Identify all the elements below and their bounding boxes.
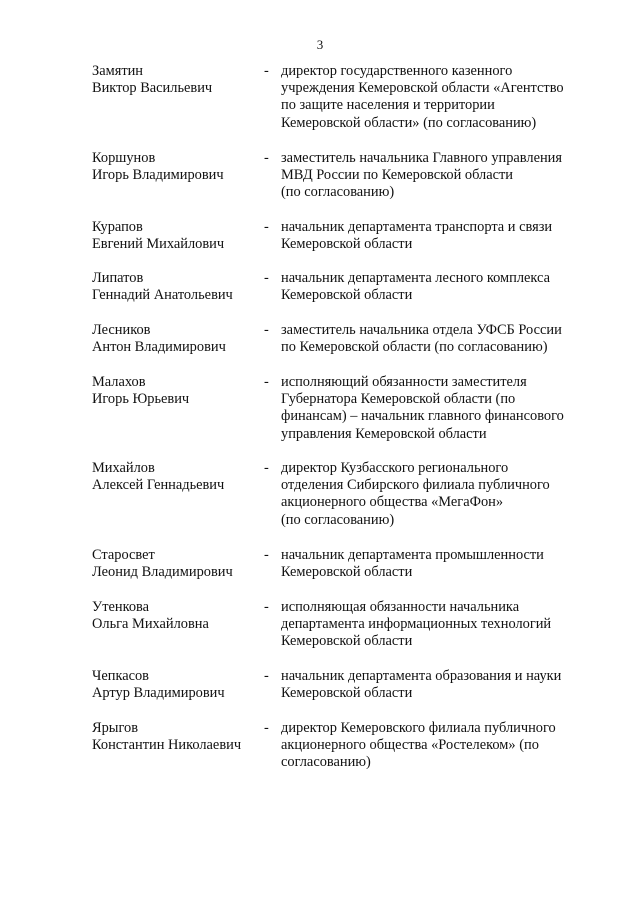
member-position [281, 322, 581, 356]
member-given-names: Ольга Михайловна [92, 616, 209, 633]
member-given-names: Константин Николаевич [92, 737, 242, 754]
member-surname: Коршунов [92, 150, 156, 166]
member-position [281, 150, 581, 202]
position-line: директор Кузбасского регионального [281, 460, 509, 476]
dash-separator: - [264, 219, 269, 235]
member-surname: Ярыгов [92, 720, 138, 736]
position-line: Кемеровской области [281, 236, 413, 253]
member-position [281, 219, 581, 253]
member-position [281, 374, 581, 443]
position-line: финансам) – начальник главного финансового [281, 408, 564, 425]
dash-separator: - [264, 547, 269, 563]
member-position [281, 720, 581, 772]
position-line: МВД России по Кемеровской области [281, 167, 514, 184]
position-line: Кемеровской области [281, 564, 413, 581]
member-name [92, 150, 262, 184]
position-line: начальник департамента лесного комплекса [281, 270, 550, 286]
member-surname: Курапов [92, 219, 143, 235]
dash-separator: - [264, 63, 269, 79]
member-position [281, 668, 581, 702]
dash-separator: - [264, 322, 269, 338]
member-name [92, 720, 262, 754]
member-surname: Лесников [92, 322, 151, 338]
position-line: (по согласованию) [281, 184, 395, 201]
position-line: исполняющий обязанности заместителя [281, 374, 527, 390]
member-surname: Михайлов [92, 460, 155, 476]
position-line: отделения Сибирского филиала публичного [281, 477, 550, 494]
page-number: 3 [316, 37, 324, 52]
member-position [281, 460, 581, 529]
dash-separator: - [264, 374, 269, 390]
member-name [92, 374, 262, 408]
member-name [92, 219, 262, 253]
member-position [281, 63, 581, 132]
member-given-names: Алексей Геннадьевич [92, 477, 225, 494]
member-name [92, 63, 262, 97]
dash-separator: - [264, 150, 269, 166]
position-line: по защите населения и территории [281, 97, 495, 114]
member-given-names: Геннадий Анатольевич [92, 287, 233, 304]
dash-separator: - [264, 599, 269, 615]
position-line: Кемеровской области [281, 287, 413, 304]
position-line: директор государственного казенного [281, 63, 513, 79]
member-given-names: Игорь Юрьевич [92, 391, 190, 408]
dash-separator: - [264, 460, 269, 476]
member-surname: Замятин [92, 63, 144, 79]
member-given-names: Евгений Михайлович [92, 236, 225, 253]
member-surname: Старосвет [92, 547, 155, 563]
position-line: исполняющая обязанности начальника [281, 599, 520, 615]
position-line: заместитель начальника Главного управления [281, 150, 562, 166]
position-line: Кемеровской области» (по согласованию) [281, 114, 537, 131]
position-line: управления Кемеровской области [281, 425, 487, 442]
member-surname: Чепкасов [92, 668, 149, 684]
position-line: учреждения Кемеровской области «Агентство [281, 80, 564, 97]
position-line: начальник департамента промышленности [281, 547, 544, 563]
position-line: Губернатора Кемеровской области (по [281, 391, 516, 408]
member-name [92, 322, 262, 356]
position-line: (по согласованию) [281, 511, 395, 528]
member-surname: Малахов [92, 374, 146, 390]
position-line: начальник департамента образования и науки [281, 668, 562, 684]
member-given-names: Леонид Владимирович [92, 564, 233, 581]
position-line: акционерного общества «МегаФон» [281, 494, 504, 511]
dash-separator: - [264, 668, 269, 684]
dash-separator: - [264, 720, 269, 736]
position-line: начальник департамента транспорта и связи [281, 219, 553, 235]
member-surname: Утенкова [92, 599, 150, 615]
member-name [92, 668, 262, 702]
position-line: Кемеровской области [281, 633, 413, 650]
member-surname: Липатов [92, 270, 144, 286]
position-line: согласованию) [281, 754, 371, 771]
member-position [281, 599, 581, 651]
member-given-names: Антон Владимирович [92, 339, 226, 356]
member-given-names: Виктор Васильевич [92, 80, 213, 97]
member-position [281, 547, 581, 581]
position-line: Кемеровской области [281, 685, 413, 702]
dash-separator: - [264, 270, 269, 286]
position-line: департамента информационных технологий [281, 616, 552, 633]
member-name [92, 460, 262, 494]
position-line: директор Кемеровского филиала публичного [281, 720, 556, 736]
member-position [281, 270, 581, 304]
member-name [92, 547, 262, 581]
member-name [92, 270, 262, 304]
member-given-names: Артур Владимирович [92, 685, 225, 702]
position-line: акционерного общества «Ростелеком» (по [281, 737, 539, 754]
position-line: по Кемеровской области (по согласованию) [281, 339, 548, 356]
member-given-names: Игорь Владимирович [92, 167, 224, 184]
member-name [92, 599, 262, 633]
position-line: заместитель начальника отдела УФСБ России [281, 322, 562, 338]
